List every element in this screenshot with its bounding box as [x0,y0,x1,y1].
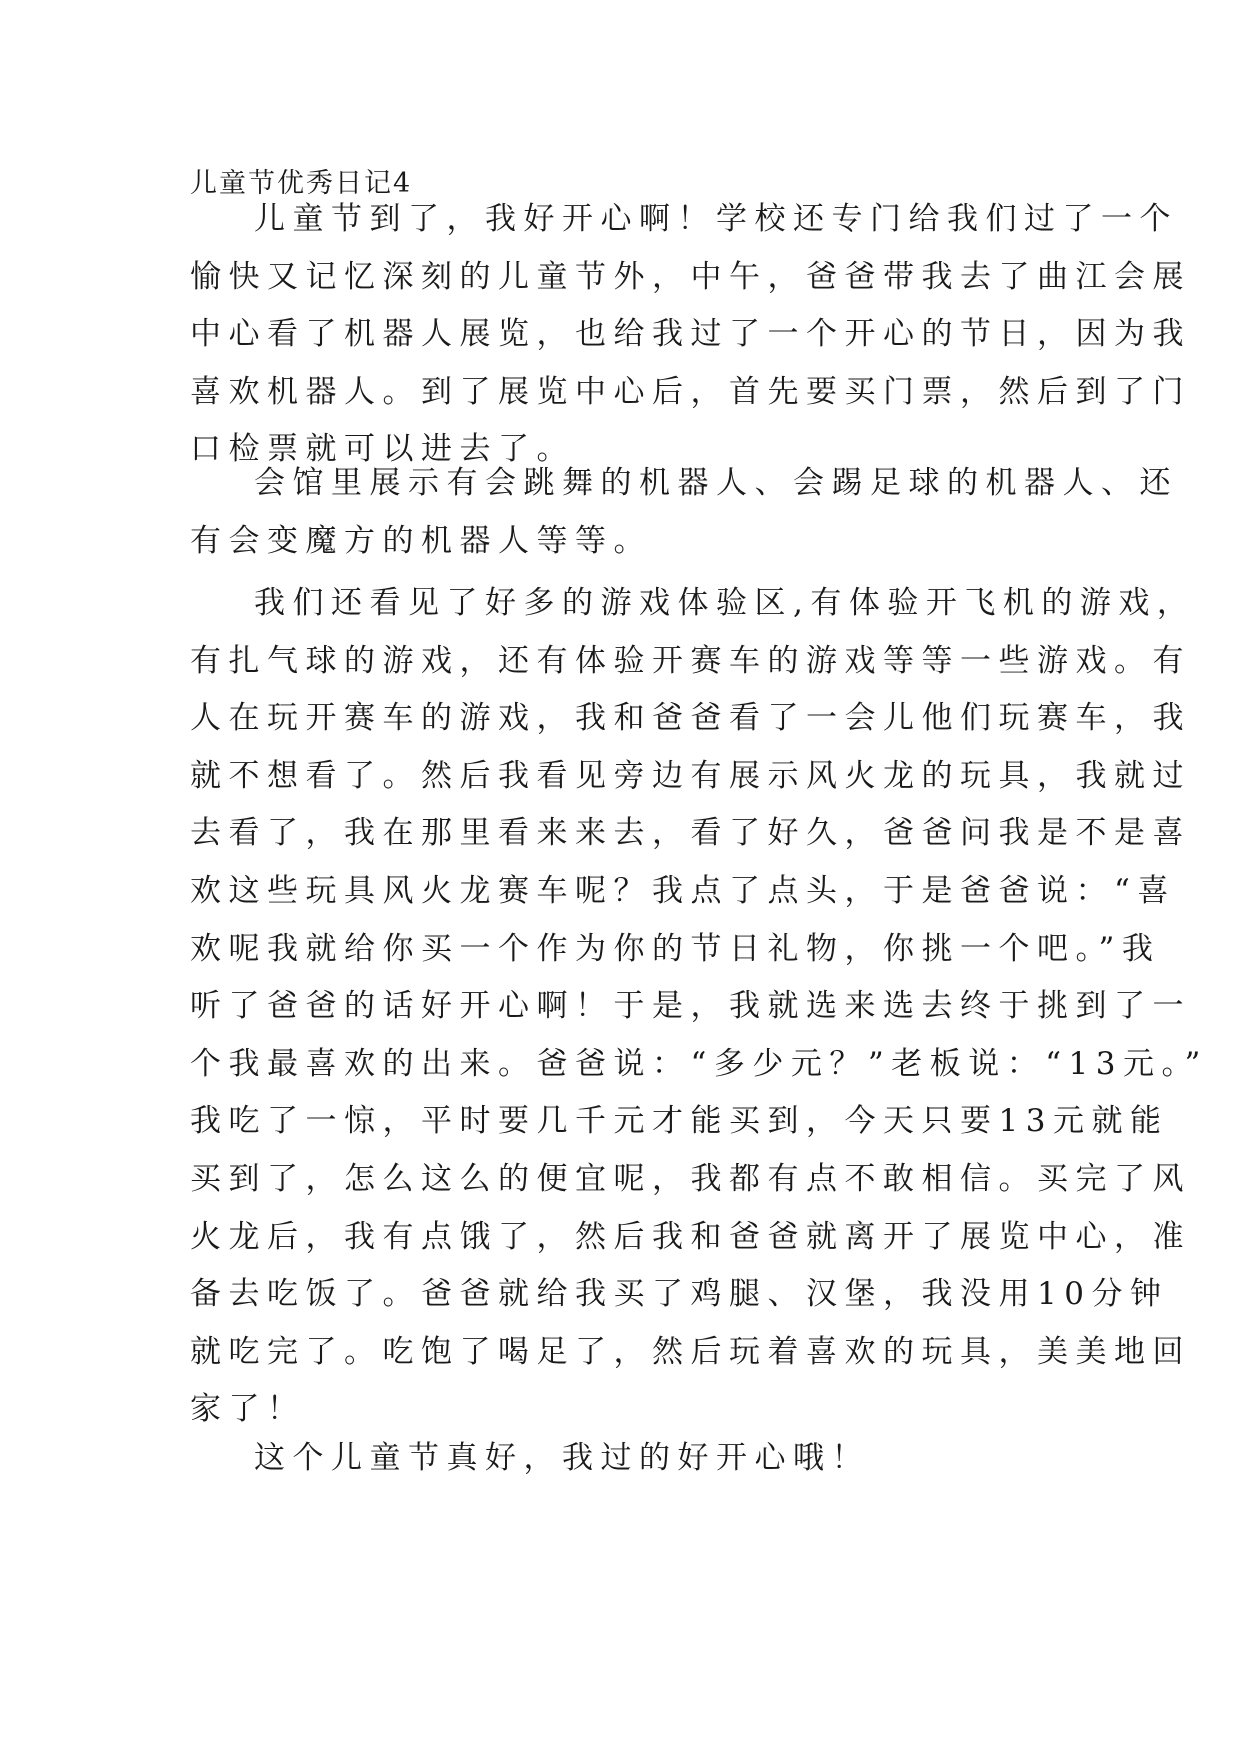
paragraph-line: 就不想看了。然后我看见旁边有展示风火龙的玩具，我就过 [190,757,1191,794]
paragraph-line: 喜欢机器人。到了展览中心后，首先要买门票，然后到了门 [190,373,1191,410]
paragraph-4 [190,1430,1070,1488]
paragraph-2 [190,455,1178,570]
paragraph-3 [190,575,1208,1439]
paragraph-line: 愉快又记忆深刻的儿童节外，中午，爸爸带我去了曲江会展 [190,258,1191,295]
paragraph-line: 去看了，我在那里看来来去，看了好久，爸爸问我是不是喜 [190,815,1191,852]
paragraph-line: 欢呢我就给你买一个作为你的节日礼物，你挑一个吧。”我 [190,930,1161,967]
paragraph-line: 火龙后，我有点饿了，然后我和爸爸就离开了展览中心，准 [190,1218,1191,1255]
paragraph-line: 就吃完了。吃饱了喝足了，然后玩着喜欢的玩具，美美地回 [190,1333,1191,1370]
document-title: 儿童节优秀日记4 [190,168,413,199]
paragraph-line: 会馆里展示有会跳舞的机器人、会踢足球的机器人、还 [254,465,1178,501]
paragraph-line: 我们还看见了好多的游戏体验区,有体验开飞机的游戏， [254,585,1196,621]
paragraph-line: 我吃了一惊，平时要几千元才能买到，今天只要13元就能 [190,1103,1169,1140]
paragraph-line: 儿童节到了，我好开心啊！学校还专门给我们过了一个 [254,201,1178,237]
paragraph-line: 有会变魔方的机器人等等。 [190,522,652,559]
paragraph-line: 中心看了机器人展览，也给我过了一个开心的节日，因为我 [190,316,1191,353]
paragraph-line: 个我最喜欢的出来。爸爸说：“多少元？”老板说：“13元。” [190,1045,1208,1082]
paragraph-line: 听了爸爸的话好开心啊！于是，我就选来选去终于挑到了一 [190,988,1191,1025]
paragraph-line: 买到了，怎么这么的便宜呢，我都有点不敢相信。买完了风 [190,1160,1191,1197]
paragraph-line: 欢这些玩具风火龙赛车呢？我点了点头，于是爸爸说：“喜 [190,872,1176,909]
paragraph-line: 这个儿童节真好，我过的好开心哦！ [254,1440,870,1476]
paragraph-line: 备去吃饭了。爸爸就给我买了鸡腿、汉堡，我没用10分钟 [190,1276,1169,1313]
paragraph-line: 家了！ [190,1391,306,1428]
paragraph-line: 有扎气球的游戏，还有体验开赛车的游戏等等一些游戏。有 [190,642,1191,679]
paragraph-line: 口检票就可以进去了。 [190,431,575,468]
paragraph-1 [190,191,1191,479]
paragraph-line: 人在玩开赛车的游戏，我和爸爸看了一会儿他们玩赛车，我 [190,700,1191,737]
